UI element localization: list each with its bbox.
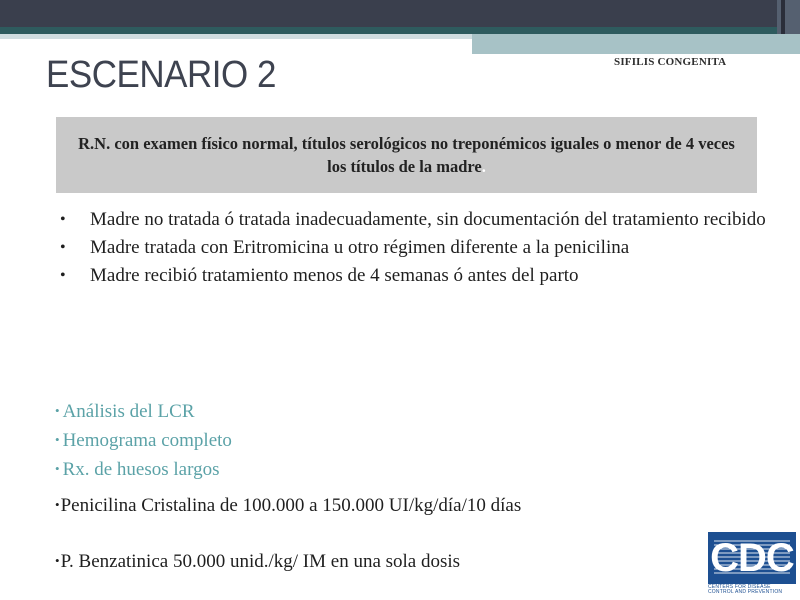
criteria-text: Madre recibió tratamiento menos de 4 semanas ó antes del parto xyxy=(90,265,579,286)
bullet-icon: • xyxy=(55,461,60,476)
callout-box xyxy=(56,117,757,193)
cdc-logo xyxy=(708,532,796,594)
corner-stripe xyxy=(781,0,785,34)
bullet-icon: • xyxy=(55,432,60,447)
list-item xyxy=(55,455,232,484)
top-bar-light-left xyxy=(0,34,472,39)
slide-title: ESCENARIO 2 xyxy=(46,54,277,96)
treatment-2 xyxy=(55,551,460,573)
list-item xyxy=(60,234,780,262)
callout-text xyxy=(77,132,737,178)
bullet-icon: • xyxy=(60,239,66,256)
callout-trailing: . xyxy=(481,157,486,176)
top-bar-light-right xyxy=(472,34,800,54)
treatment-text: Penicilina Cristalina de 100.000 a 150.000 UI/kg/día/10 días xyxy=(60,495,522,516)
treatment-text: P. Benzatinica 50.000 unid./kg/ IM en una sola dosis xyxy=(60,551,461,572)
slide-subtitle: SIFILIS CONGENITA xyxy=(614,56,727,68)
list-item xyxy=(60,262,780,290)
cdc-logo-box xyxy=(708,532,796,584)
cdc-caption-line1: CENTERS FOR DISEASE xyxy=(708,584,771,590)
study-text: Análisis del LCR xyxy=(62,401,195,422)
cdc-logo-letters: CDC xyxy=(710,536,794,580)
criteria-text: Madre no tratada ó tratada inadecuadamente, sin documentación del tratamiento recibido xyxy=(90,209,766,230)
list-item xyxy=(55,426,232,455)
treatment-1 xyxy=(55,495,521,517)
studies-list xyxy=(55,397,232,484)
criteria-text: Madre tratada con Eritromicina u otro régimen diferente a la penicilina xyxy=(90,237,630,258)
study-text: Hemograma completo xyxy=(62,430,232,451)
callout-body: R.N. con examen físico normal, títulos serológicos no treponémicos iguales o menor de 4 veces los títulos de la madre xyxy=(78,134,735,176)
bullet-icon: • xyxy=(55,497,60,512)
criteria-list xyxy=(60,206,780,290)
bullet-icon: • xyxy=(55,553,60,568)
list-item xyxy=(60,206,780,234)
bullet-icon: • xyxy=(55,403,60,418)
top-bar-dark xyxy=(0,0,800,27)
study-text: Rx. de huesos largos xyxy=(62,459,220,480)
bullet-icon: • xyxy=(60,211,66,228)
bullet-icon: • xyxy=(60,267,66,284)
cdc-caption-line2: CONTROL AND PREVENTION xyxy=(708,589,783,595)
list-item xyxy=(55,397,232,426)
cdc-logo-caption xyxy=(708,585,796,595)
